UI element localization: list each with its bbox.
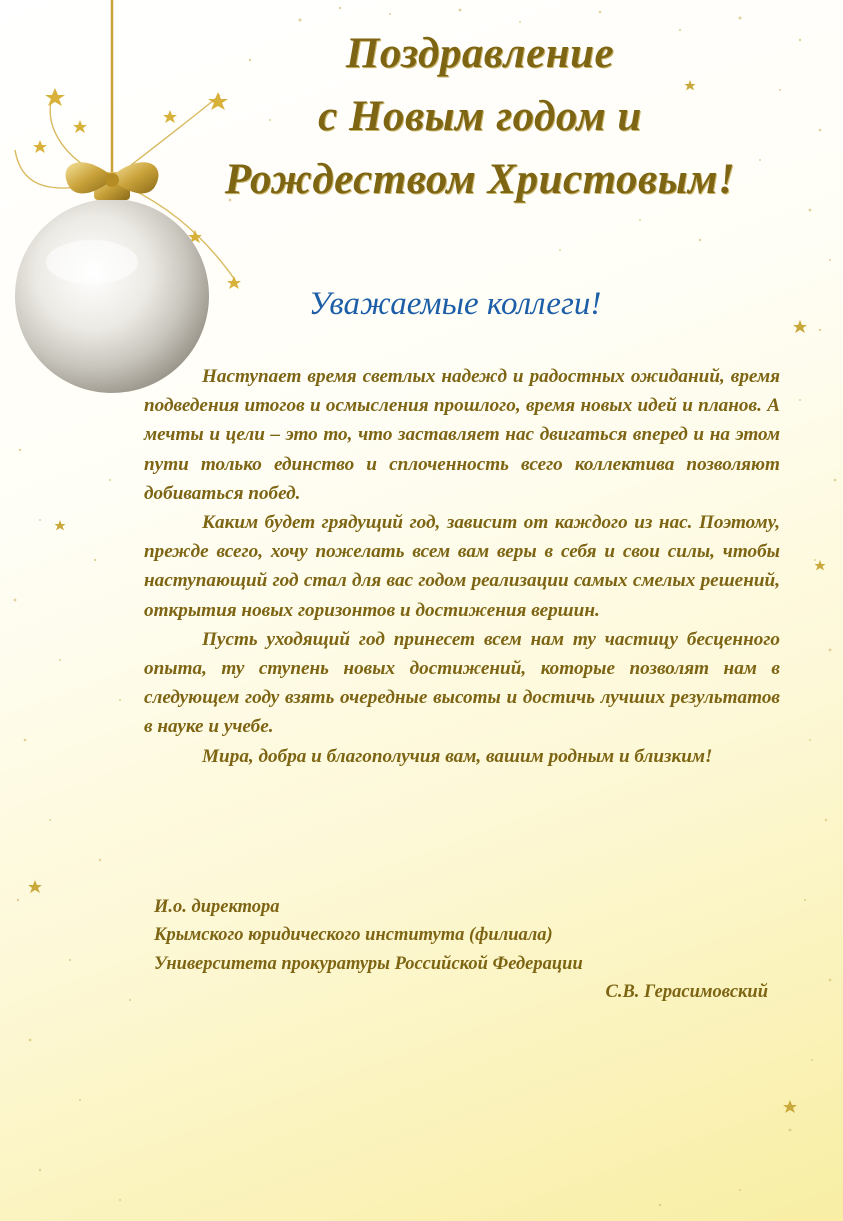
- letter-body: [144, 362, 780, 771]
- signature-org-line-2: Университета прокуратуры Российской Федерации: [154, 953, 583, 974]
- title-line-1: Поздравление: [345, 30, 615, 77]
- signature-block: [154, 893, 774, 1007]
- paragraph-3: Пусть уходящий год принесет всем нам ту частицу бесценного опыта, ту ступень новых достижений, которые позволят нам в следующем году взять очередные высоты и достичь лучших результатов в науке и учебе.: [144, 628, 780, 738]
- paragraph-2: Каким будет грядущий год, зависит от каждого из нас. Поэтому, прежде всего, хочу пожелать всем вам веры в себя и свои силы, чтобы наступающий год стал для вас годом реализации самых смелых решений, открытия новых горизонтов и достижения вершин.: [144, 512, 780, 621]
- greeting-heading: Уважаемые коллеги!: [308, 286, 602, 322]
- title-line-2: с Новым годом и: [318, 93, 642, 140]
- signature-org-line-1: Крымского юридического института (филиала): [154, 925, 553, 946]
- title-line-3: Рождеством Христовым!: [224, 156, 736, 203]
- signature-name: С.В. Герасимовский: [605, 982, 768, 1003]
- paragraph-1: Наступает время светлых надежд и радостных ожиданий, время подведения итогов и осмысления прошлого, время новых идей и планов. А мечты и цели – это то, что заставляет нас двигаться вперед и на этом пути только единство и сплоченность всего коллектива позволяют добиваться побед.: [144, 366, 780, 504]
- signature-position: И.о. директора: [154, 897, 280, 917]
- page-title: [170, 22, 790, 211]
- paragraph-4: Мира, добра и благополучия вам, вашим родным и близким!: [202, 745, 713, 767]
